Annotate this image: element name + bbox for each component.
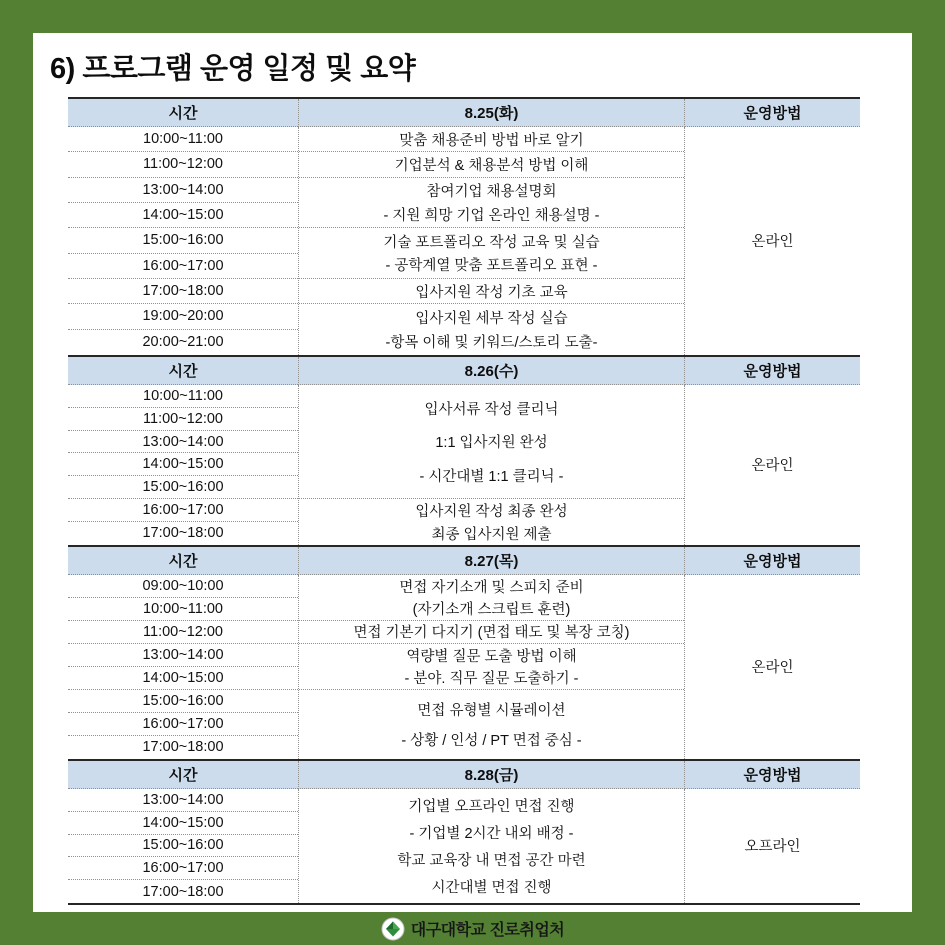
time-column <box>68 385 298 545</box>
method-cell: 온라인 <box>751 660 794 677</box>
time-cell: 15:00~16:00 <box>68 476 298 499</box>
time-cell: 10:00~11:00 <box>68 127 298 152</box>
content-line: 1:1 입사지원 완성 <box>435 435 548 452</box>
time-cell: 17:00~18:00 <box>68 279 298 304</box>
content-line: 맞춤 채용준비 방법 바로 알기 <box>399 132 584 149</box>
time-cell: 14:00~15:00 <box>68 453 298 476</box>
table-header-row <box>68 761 860 789</box>
content-cell <box>299 228 684 279</box>
content-cell <box>299 304 684 355</box>
content-line: 참여기업 채용설명회 <box>426 184 557 201</box>
table-body <box>68 127 860 355</box>
time-cell: 17:00~18:00 <box>142 739 224 756</box>
content-line: 입사서류 작성 클리닉 <box>424 401 559 418</box>
time-cell: 10:00~11:00 <box>68 598 298 621</box>
method-column <box>685 385 860 545</box>
content-cell <box>299 152 684 177</box>
slide-page <box>33 33 912 912</box>
content-line: 기술 포트폴리오 작성 교육 및 실습 <box>383 234 600 251</box>
schedule-table <box>68 355 860 545</box>
content-line: -항목 이해 및 키워드/스토리 도출- <box>385 335 598 352</box>
header-date: 8.26(수) <box>298 357 685 385</box>
content-cell <box>299 127 684 152</box>
header-time: 시간 <box>68 99 298 127</box>
time-cell: 20:00~21:00 <box>142 334 224 351</box>
schedule-table <box>68 759 860 905</box>
content-cell <box>299 385 684 499</box>
method-cell: 온라인 <box>751 234 794 251</box>
method-column <box>685 575 860 759</box>
time-cell: 16:00~17:00 <box>68 499 298 522</box>
daegu-university-seal-icon <box>381 917 405 941</box>
content-cell <box>299 621 684 644</box>
content-line: - 상황 / 인성 / PT 면접 중심 - <box>401 732 582 749</box>
header-time: 시간 <box>68 547 298 575</box>
time-cell: 15:00~16:00 <box>68 835 298 858</box>
content-line: - 기업별 2시간 내외 배정 - <box>409 825 574 842</box>
content-line: 면접 자기소개 및 스피치 준비 <box>399 579 584 596</box>
table-header-row <box>68 547 860 575</box>
page-title: 6) 프로그램 운영 일정 및 요약 <box>50 53 416 85</box>
header-time: 시간 <box>68 761 298 789</box>
content-line: - 시간대별 1:1 클리닉 - <box>419 468 564 485</box>
content-line: 입사지원 작성 최종 완성 <box>415 504 568 521</box>
table-body <box>68 575 860 759</box>
header-date: 8.25(화) <box>298 99 685 127</box>
schedule-tables-container <box>68 97 860 905</box>
header-date: 8.27(목) <box>298 547 685 575</box>
method-cell: 오프라인 <box>744 839 801 856</box>
method-cell: 온라인 <box>751 458 794 475</box>
table-header-row <box>68 357 860 385</box>
table-header-row <box>68 99 860 127</box>
time-cell: 15:00~16:00 <box>68 690 298 713</box>
time-cell: 15:00~16:00 <box>68 228 298 253</box>
content-line: 면접 기본기 다지기 (면접 태도 및 복장 코칭) <box>353 625 630 642</box>
time-cell: 14:00~15:00 <box>68 203 298 228</box>
schedule-table <box>68 97 860 355</box>
content-cell <box>299 575 684 621</box>
content-line: 역량별 질문 도출 방법 이해 <box>406 648 577 665</box>
content-line: 기업분석 & 채용분석 방법 이해 <box>394 157 589 174</box>
content-line: - 분야. 직무 질문 도출하기 - <box>404 670 579 687</box>
content-cell <box>299 178 684 229</box>
time-cell: 13:00~14:00 <box>68 644 298 667</box>
content-cell <box>299 499 684 545</box>
header-method: 운영방법 <box>685 761 860 789</box>
content-line: 입사지원 작성 기초 교육 <box>415 284 568 301</box>
content-line: - 공학계열 맞춤 포트폴리오 표현 - <box>385 258 598 275</box>
content-cell <box>299 279 684 304</box>
time-cell: 11:00~12:00 <box>68 621 298 644</box>
content-cell <box>299 789 684 903</box>
time-cell: 19:00~20:00 <box>68 304 298 329</box>
content-line: 면접 유형별 시뮬레이션 <box>417 702 566 719</box>
content-column <box>298 575 685 759</box>
content-column <box>298 127 685 355</box>
method-column <box>685 789 860 903</box>
content-line: 시간대별 면접 진행 <box>431 879 552 896</box>
time-cell: 13:00~14:00 <box>68 178 298 203</box>
footer <box>0 912 945 945</box>
table-body <box>68 385 860 545</box>
time-cell: 13:00~14:00 <box>68 431 298 454</box>
content-cell <box>299 644 684 690</box>
header-method: 운영방법 <box>685 99 860 127</box>
content-line: 최종 입사지원 제출 <box>431 526 552 543</box>
time-column <box>68 789 298 903</box>
time-cell: 11:00~12:00 <box>68 408 298 431</box>
header-time: 시간 <box>68 357 298 385</box>
header-date: 8.28(금) <box>298 761 685 789</box>
time-cell: 17:00~18:00 <box>142 525 224 542</box>
header-method: 운영방법 <box>685 547 860 575</box>
time-cell: 16:00~17:00 <box>68 713 298 736</box>
content-cell <box>299 690 684 759</box>
content-line: 입사지원 세부 작성 실습 <box>415 311 568 328</box>
header-method: 운영방법 <box>685 357 860 385</box>
footer-text: 대구대학교 진로취업처 <box>410 922 565 939</box>
time-cell: 14:00~15:00 <box>68 812 298 835</box>
schedule-table <box>68 545 860 759</box>
content-line: (자기소개 스크립트 훈련) <box>412 601 571 618</box>
time-cell: 13:00~14:00 <box>68 789 298 812</box>
time-cell: 10:00~11:00 <box>68 385 298 408</box>
time-cell: 16:00~17:00 <box>68 254 298 279</box>
time-cell: 16:00~17:00 <box>68 857 298 880</box>
content-column <box>298 385 685 545</box>
time-cell: 14:00~15:00 <box>68 667 298 690</box>
content-column <box>298 789 685 903</box>
time-cell: 17:00~18:00 <box>142 883 224 900</box>
time-column <box>68 127 298 355</box>
table-body <box>68 789 860 903</box>
method-column <box>685 127 860 355</box>
time-column <box>68 575 298 759</box>
time-cell: 11:00~12:00 <box>68 152 298 177</box>
content-line: 기업별 오프라인 면접 진행 <box>408 798 575 815</box>
time-cell: 09:00~10:00 <box>68 575 298 598</box>
content-line: - 지원 희망 기업 온라인 채용설명 - <box>383 207 600 224</box>
content-line: 학교 교육장 내 면접 공간 마련 <box>397 852 586 869</box>
